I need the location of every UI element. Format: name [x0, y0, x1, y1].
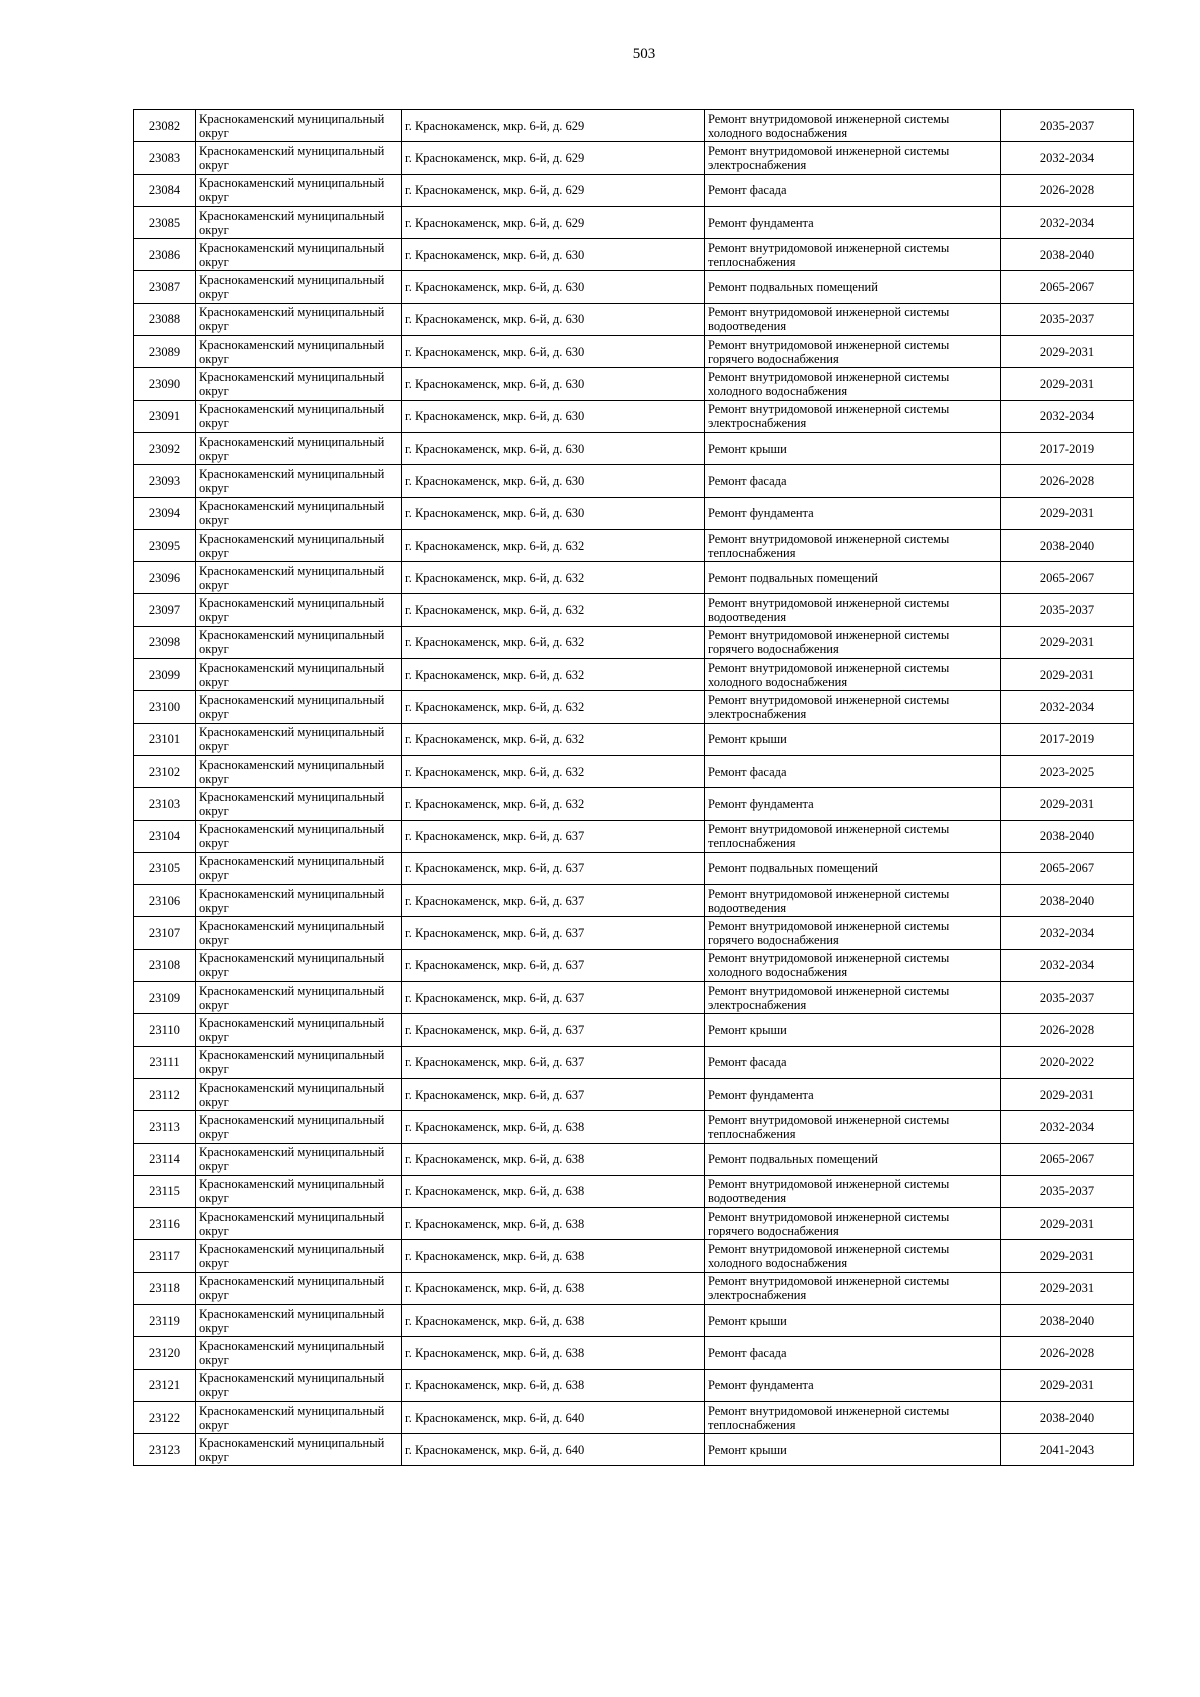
table-row [134, 142, 1134, 174]
period-cell: 2020-2022 [1001, 1046, 1134, 1078]
work-type-cell: Ремонт внутридомовой инженерной системы теплоснабжения [705, 820, 1001, 852]
address-cell: г. Краснокаменск, мкр. 6-й, д. 629 [402, 174, 705, 206]
table-row [134, 1272, 1134, 1304]
row-number-cell: 23116 [134, 1208, 196, 1240]
row-number-cell: 23102 [134, 755, 196, 787]
period-cell: 2029-2031 [1001, 497, 1134, 529]
table-row [134, 174, 1134, 206]
work-type-cell: Ремонт крыши [705, 1434, 1001, 1466]
district-cell: Краснокаменский муниципальный округ [196, 1143, 402, 1175]
period-cell: 2026-2028 [1001, 1014, 1134, 1046]
address-cell: г. Краснокаменск, мкр. 6-й, д. 632 [402, 788, 705, 820]
district-cell: Краснокаменский муниципальный округ [196, 723, 402, 755]
row-number-cell: 23085 [134, 206, 196, 238]
period-cell: 2038-2040 [1001, 1401, 1134, 1433]
table-row [134, 820, 1134, 852]
district-cell: Краснокаменский муниципальный округ [196, 852, 402, 884]
address-cell: г. Краснокаменск, мкр. 6-й, д. 638 [402, 1240, 705, 1272]
row-number-cell: 23095 [134, 529, 196, 561]
table-row [134, 594, 1134, 626]
period-cell: 2035-2037 [1001, 303, 1134, 335]
row-number-cell: 23109 [134, 982, 196, 1014]
period-cell: 2029-2031 [1001, 659, 1134, 691]
work-type-cell: Ремонт внутридомовой инженерной системы теплоснабжения [705, 1401, 1001, 1433]
row-number-cell: 23099 [134, 659, 196, 691]
row-number-cell: 23122 [134, 1401, 196, 1433]
district-cell: Краснокаменский муниципальный округ [196, 206, 402, 238]
work-type-cell: Ремонт внутридомовой инженерной системы водоотведения [705, 594, 1001, 626]
address-cell: г. Краснокаменск, мкр. 6-й, д. 640 [402, 1434, 705, 1466]
period-cell: 2026-2028 [1001, 174, 1134, 206]
address-cell: г. Краснокаменск, мкр. 6-й, д. 630 [402, 336, 705, 368]
row-number-cell: 23112 [134, 1078, 196, 1110]
work-type-cell: Ремонт крыши [705, 1304, 1001, 1336]
period-cell: 2035-2037 [1001, 982, 1134, 1014]
district-cell: Краснокаменский муниципальный округ [196, 1208, 402, 1240]
work-type-cell: Ремонт внутридомовой инженерной системы электроснабжения [705, 691, 1001, 723]
row-number-cell: 23113 [134, 1111, 196, 1143]
address-cell: г. Краснокаменск, мкр. 6-й, д. 632 [402, 626, 705, 658]
work-type-cell: Ремонт внутридомовой инженерной системы холодного водоснабжения [705, 659, 1001, 691]
period-cell: 2038-2040 [1001, 820, 1134, 852]
address-cell: г. Краснокаменск, мкр. 6-й, д. 632 [402, 594, 705, 626]
table-row [134, 1369, 1134, 1401]
row-number-cell: 23108 [134, 949, 196, 981]
district-cell: Краснокаменский муниципальный округ [196, 1304, 402, 1336]
district-cell: Краснокаменский муниципальный округ [196, 465, 402, 497]
table-row [134, 1434, 1134, 1466]
address-cell: г. Краснокаменск, мкр. 6-й, д. 630 [402, 239, 705, 271]
work-type-cell: Ремонт внутридомовой инженерной системы водоотведения [705, 303, 1001, 335]
table-row [134, 788, 1134, 820]
table-row [134, 271, 1134, 303]
work-type-cell: Ремонт внутридомовой инженерной системы теплоснабжения [705, 239, 1001, 271]
work-type-cell: Ремонт внутридомовой инженерной системы холодного водоснабжения [705, 368, 1001, 400]
district-cell: Краснокаменский муниципальный округ [196, 271, 402, 303]
row-number-cell: 23093 [134, 465, 196, 497]
period-cell: 2032-2034 [1001, 400, 1134, 432]
table-row [134, 1143, 1134, 1175]
address-cell: г. Краснокаменск, мкр. 6-й, д. 632 [402, 723, 705, 755]
period-cell: 2038-2040 [1001, 885, 1134, 917]
address-cell: г. Краснокаменск, мкр. 6-й, д. 629 [402, 206, 705, 238]
row-number-cell: 23111 [134, 1046, 196, 1078]
period-cell: 2026-2028 [1001, 1337, 1134, 1369]
table-row [134, 755, 1134, 787]
work-type-cell: Ремонт внутридомовой инженерной системы электроснабжения [705, 400, 1001, 432]
address-cell: г. Краснокаменск, мкр. 6-й, д. 640 [402, 1401, 705, 1433]
table-row [134, 239, 1134, 271]
district-cell: Краснокаменский муниципальный округ [196, 1175, 402, 1207]
row-number-cell: 23088 [134, 303, 196, 335]
work-type-cell: Ремонт внутридомовой инженерной системы холодного водоснабжения [705, 1240, 1001, 1272]
row-number-cell: 23100 [134, 691, 196, 723]
period-cell: 2035-2037 [1001, 594, 1134, 626]
table-row [134, 1014, 1134, 1046]
table-row [134, 206, 1134, 238]
work-type-cell: Ремонт внутридомовой инженерной системы холодного водоснабжения [705, 110, 1001, 142]
work-type-cell: Ремонт внутридомовой инженерной системы электроснабжения [705, 982, 1001, 1014]
work-type-cell: Ремонт фундамента [705, 206, 1001, 238]
work-type-cell: Ремонт внутридомовой инженерной системы электроснабжения [705, 142, 1001, 174]
district-cell: Краснокаменский муниципальный округ [196, 368, 402, 400]
address-cell: г. Краснокаменск, мкр. 6-й, д. 638 [402, 1272, 705, 1304]
period-cell: 2065-2067 [1001, 562, 1134, 594]
table-row [134, 562, 1134, 594]
district-cell: Краснокаменский муниципальный округ [196, 1369, 402, 1401]
district-cell: Краснокаменский муниципальный округ [196, 788, 402, 820]
period-cell: 2026-2028 [1001, 465, 1134, 497]
period-cell: 2029-2031 [1001, 1369, 1134, 1401]
table-row [134, 723, 1134, 755]
period-cell: 2017-2019 [1001, 432, 1134, 464]
period-cell: 2065-2067 [1001, 1143, 1134, 1175]
row-number-cell: 23123 [134, 1434, 196, 1466]
period-cell: 2032-2034 [1001, 1111, 1134, 1143]
table-row [134, 529, 1134, 561]
work-type-cell: Ремонт крыши [705, 1014, 1001, 1046]
period-cell: 2029-2031 [1001, 788, 1134, 820]
row-number-cell: 23082 [134, 110, 196, 142]
period-cell: 2038-2040 [1001, 239, 1134, 271]
table-body [134, 110, 1134, 1466]
table-row [134, 1304, 1134, 1336]
address-cell: г. Краснокаменск, мкр. 6-й, д. 638 [402, 1111, 705, 1143]
address-cell: г. Краснокаменск, мкр. 6-й, д. 637 [402, 917, 705, 949]
period-cell: 2038-2040 [1001, 529, 1134, 561]
address-cell: г. Краснокаменск, мкр. 6-й, д. 638 [402, 1175, 705, 1207]
table-row [134, 432, 1134, 464]
work-type-cell: Ремонт внутридомовой инженерной системы водоотведения [705, 885, 1001, 917]
table-row [134, 1078, 1134, 1110]
work-type-cell: Ремонт подвальных помещений [705, 1143, 1001, 1175]
row-number-cell: 23117 [134, 1240, 196, 1272]
address-cell: г. Краснокаменск, мкр. 6-й, д. 630 [402, 432, 705, 464]
district-cell: Краснокаменский муниципальный округ [196, 529, 402, 561]
table-row [134, 852, 1134, 884]
period-cell: 2065-2067 [1001, 271, 1134, 303]
district-cell: Краснокаменский муниципальный округ [196, 1272, 402, 1304]
address-cell: г. Краснокаменск, мкр. 6-й, д. 632 [402, 529, 705, 561]
table-row [134, 1240, 1134, 1272]
period-cell: 2065-2067 [1001, 852, 1134, 884]
work-type-cell: Ремонт крыши [705, 723, 1001, 755]
table-row [134, 368, 1134, 400]
address-cell: г. Краснокаменск, мкр. 6-й, д. 638 [402, 1337, 705, 1369]
row-number-cell: 23089 [134, 336, 196, 368]
district-cell: Краснокаменский муниципальный округ [196, 1401, 402, 1433]
table-row [134, 917, 1134, 949]
district-cell: Краснокаменский муниципальный округ [196, 1014, 402, 1046]
work-type-cell: Ремонт фасада [705, 465, 1001, 497]
district-cell: Краснокаменский муниципальный округ [196, 691, 402, 723]
address-cell: г. Краснокаменск, мкр. 6-й, д. 629 [402, 142, 705, 174]
table-row [134, 982, 1134, 1014]
address-cell: г. Краснокаменск, мкр. 6-й, д. 637 [402, 820, 705, 852]
work-type-cell: Ремонт внутридомовой инженерной системы горячего водоснабжения [705, 917, 1001, 949]
row-number-cell: 23084 [134, 174, 196, 206]
work-type-cell: Ремонт фасада [705, 174, 1001, 206]
period-cell: 2041-2043 [1001, 1434, 1134, 1466]
district-cell: Краснокаменский муниципальный округ [196, 336, 402, 368]
address-cell: г. Краснокаменск, мкр. 6-й, д. 630 [402, 303, 705, 335]
table-row [134, 691, 1134, 723]
district-cell: Краснокаменский муниципальный округ [196, 755, 402, 787]
row-number-cell: 23092 [134, 432, 196, 464]
district-cell: Краснокаменский муниципальный округ [196, 626, 402, 658]
work-type-cell: Ремонт фундамента [705, 1369, 1001, 1401]
address-cell: г. Краснокаменск, мкр. 6-й, д. 630 [402, 497, 705, 529]
address-cell: г. Краснокаменск, мкр. 6-й, д. 637 [402, 982, 705, 1014]
district-cell: Краснокаменский муниципальный округ [196, 1078, 402, 1110]
row-number-cell: 23087 [134, 271, 196, 303]
address-cell: г. Краснокаменск, мкр. 6-й, д. 637 [402, 852, 705, 884]
district-cell: Краснокаменский муниципальный округ [196, 497, 402, 529]
district-cell: Краснокаменский муниципальный округ [196, 1337, 402, 1369]
row-number-cell: 23097 [134, 594, 196, 626]
period-cell: 2032-2034 [1001, 142, 1134, 174]
row-number-cell: 23090 [134, 368, 196, 400]
period-cell: 2038-2040 [1001, 1304, 1134, 1336]
period-cell: 2029-2031 [1001, 1208, 1134, 1240]
work-type-cell: Ремонт подвальных помещений [705, 562, 1001, 594]
table-row [134, 497, 1134, 529]
district-cell: Краснокаменский муниципальный округ [196, 562, 402, 594]
row-number-cell: 23114 [134, 1143, 196, 1175]
district-cell: Краснокаменский муниципальный округ [196, 400, 402, 432]
period-cell: 2017-2019 [1001, 723, 1134, 755]
work-type-cell: Ремонт фундамента [705, 1078, 1001, 1110]
row-number-cell: 23120 [134, 1337, 196, 1369]
work-type-cell: Ремонт фасада [705, 1337, 1001, 1369]
district-cell: Краснокаменский муниципальный округ [196, 885, 402, 917]
row-number-cell: 23103 [134, 788, 196, 820]
district-cell: Краснокаменский муниципальный округ [196, 1434, 402, 1466]
district-cell: Краснокаменский муниципальный округ [196, 239, 402, 271]
work-type-cell: Ремонт фасада [705, 755, 1001, 787]
address-cell: г. Краснокаменск, мкр. 6-й, д. 637 [402, 885, 705, 917]
period-cell: 2029-2031 [1001, 336, 1134, 368]
table-row [134, 1175, 1134, 1207]
work-type-cell: Ремонт фундамента [705, 788, 1001, 820]
period-cell: 2032-2034 [1001, 691, 1134, 723]
work-type-cell: Ремонт крыши [705, 432, 1001, 464]
address-cell: г. Краснокаменск, мкр. 6-й, д. 637 [402, 1014, 705, 1046]
district-cell: Краснокаменский муниципальный округ [196, 1111, 402, 1143]
row-number-cell: 23094 [134, 497, 196, 529]
district-cell: Краснокаменский муниципальный округ [196, 949, 402, 981]
work-type-cell: Ремонт подвальных помещений [705, 271, 1001, 303]
table-row [134, 949, 1134, 981]
district-cell: Краснокаменский муниципальный округ [196, 917, 402, 949]
address-cell: г. Краснокаменск, мкр. 6-й, д. 630 [402, 465, 705, 497]
period-cell: 2032-2034 [1001, 206, 1134, 238]
row-number-cell: 23086 [134, 239, 196, 271]
district-cell: Краснокаменский муниципальный округ [196, 142, 402, 174]
table-row [134, 626, 1134, 658]
address-cell: г. Краснокаменск, мкр. 6-й, д. 630 [402, 271, 705, 303]
row-number-cell: 23096 [134, 562, 196, 594]
page-number: 503 [632, 46, 656, 62]
address-cell: г. Краснокаменск, мкр. 6-й, д. 637 [402, 1078, 705, 1110]
row-number-cell: 23098 [134, 626, 196, 658]
table-row [134, 1046, 1134, 1078]
address-cell: г. Краснокаменск, мкр. 6-й, д. 638 [402, 1369, 705, 1401]
work-type-cell: Ремонт внутридомовой инженерной системы горячего водоснабжения [705, 1208, 1001, 1240]
period-cell: 2023-2025 [1001, 755, 1134, 787]
period-cell: 2032-2034 [1001, 949, 1134, 981]
address-cell: г. Краснокаменск, мкр. 6-й, д. 630 [402, 400, 705, 432]
address-cell: г. Краснокаменск, мкр. 6-й, д. 638 [402, 1208, 705, 1240]
address-cell: г. Краснокаменск, мкр. 6-й, д. 637 [402, 1046, 705, 1078]
work-type-cell: Ремонт фасада [705, 1046, 1001, 1078]
row-number-cell: 23107 [134, 917, 196, 949]
address-cell: г. Краснокаменск, мкр. 6-й, д. 629 [402, 110, 705, 142]
row-number-cell: 23083 [134, 142, 196, 174]
district-cell: Краснокаменский муниципальный округ [196, 982, 402, 1014]
work-type-cell: Ремонт фундамента [705, 497, 1001, 529]
work-type-cell: Ремонт внутридомовой инженерной системы теплоснабжения [705, 529, 1001, 561]
work-type-cell: Ремонт внутридомовой инженерной системы горячего водоснабжения [705, 336, 1001, 368]
period-cell: 2035-2037 [1001, 1175, 1134, 1207]
table-row [134, 1111, 1134, 1143]
work-type-cell: Ремонт подвальных помещений [705, 852, 1001, 884]
district-cell: Краснокаменский муниципальный округ [196, 303, 402, 335]
table-row [134, 400, 1134, 432]
work-type-cell: Ремонт внутридомовой инженерной системы горячего водоснабжения [705, 626, 1001, 658]
period-cell: 2029-2031 [1001, 368, 1134, 400]
address-cell: г. Краснокаменск, мкр. 6-й, д. 630 [402, 368, 705, 400]
work-type-cell: Ремонт внутридомовой инженерной системы холодного водоснабжения [705, 949, 1001, 981]
address-cell: г. Краснокаменск, мкр. 6-й, д. 632 [402, 691, 705, 723]
period-cell: 2029-2031 [1001, 626, 1134, 658]
row-number-cell: 23104 [134, 820, 196, 852]
row-number-cell: 23091 [134, 400, 196, 432]
repair-schedule-table [133, 109, 1134, 1466]
table-row [134, 659, 1134, 691]
table-row [134, 1337, 1134, 1369]
period-cell: 2029-2031 [1001, 1078, 1134, 1110]
period-cell: 2029-2031 [1001, 1272, 1134, 1304]
row-number-cell: 23119 [134, 1304, 196, 1336]
table-row [134, 110, 1134, 142]
district-cell: Краснокаменский муниципальный округ [196, 820, 402, 852]
table-row [134, 1208, 1134, 1240]
district-cell: Краснокаменский муниципальный округ [196, 1240, 402, 1272]
address-cell: г. Краснокаменск, мкр. 6-й, д. 632 [402, 755, 705, 787]
work-type-cell: Ремонт внутридомовой инженерной системы водоотведения [705, 1175, 1001, 1207]
period-cell: 2029-2031 [1001, 1240, 1134, 1272]
table-row [134, 336, 1134, 368]
address-cell: г. Краснокаменск, мкр. 6-й, д. 632 [402, 562, 705, 594]
address-cell: г. Краснокаменск, мкр. 6-й, д. 632 [402, 659, 705, 691]
work-type-cell: Ремонт внутридомовой инженерной системы теплоснабжения [705, 1111, 1001, 1143]
district-cell: Краснокаменский муниципальный округ [196, 659, 402, 691]
row-number-cell: 23118 [134, 1272, 196, 1304]
work-type-cell: Ремонт внутридомовой инженерной системы электроснабжения [705, 1272, 1001, 1304]
table-row [134, 885, 1134, 917]
address-cell: г. Краснокаменск, мкр. 6-й, д. 637 [402, 949, 705, 981]
period-cell: 2035-2037 [1001, 110, 1134, 142]
table-row [134, 303, 1134, 335]
row-number-cell: 23110 [134, 1014, 196, 1046]
district-cell: Краснокаменский муниципальный округ [196, 594, 402, 626]
district-cell: Краснокаменский муниципальный округ [196, 174, 402, 206]
row-number-cell: 23105 [134, 852, 196, 884]
period-cell: 2032-2034 [1001, 917, 1134, 949]
address-cell: г. Краснокаменск, мкр. 6-й, д. 638 [402, 1143, 705, 1175]
address-cell: г. Краснокаменск, мкр. 6-й, д. 638 [402, 1304, 705, 1336]
row-number-cell: 23121 [134, 1369, 196, 1401]
row-number-cell: 23101 [134, 723, 196, 755]
row-number-cell: 23115 [134, 1175, 196, 1207]
district-cell: Краснокаменский муниципальный округ [196, 110, 402, 142]
table-row [134, 1401, 1134, 1433]
row-number-cell: 23106 [134, 885, 196, 917]
district-cell: Краснокаменский муниципальный округ [196, 432, 402, 464]
table-row [134, 465, 1134, 497]
district-cell: Краснокаменский муниципальный округ [196, 1046, 402, 1078]
